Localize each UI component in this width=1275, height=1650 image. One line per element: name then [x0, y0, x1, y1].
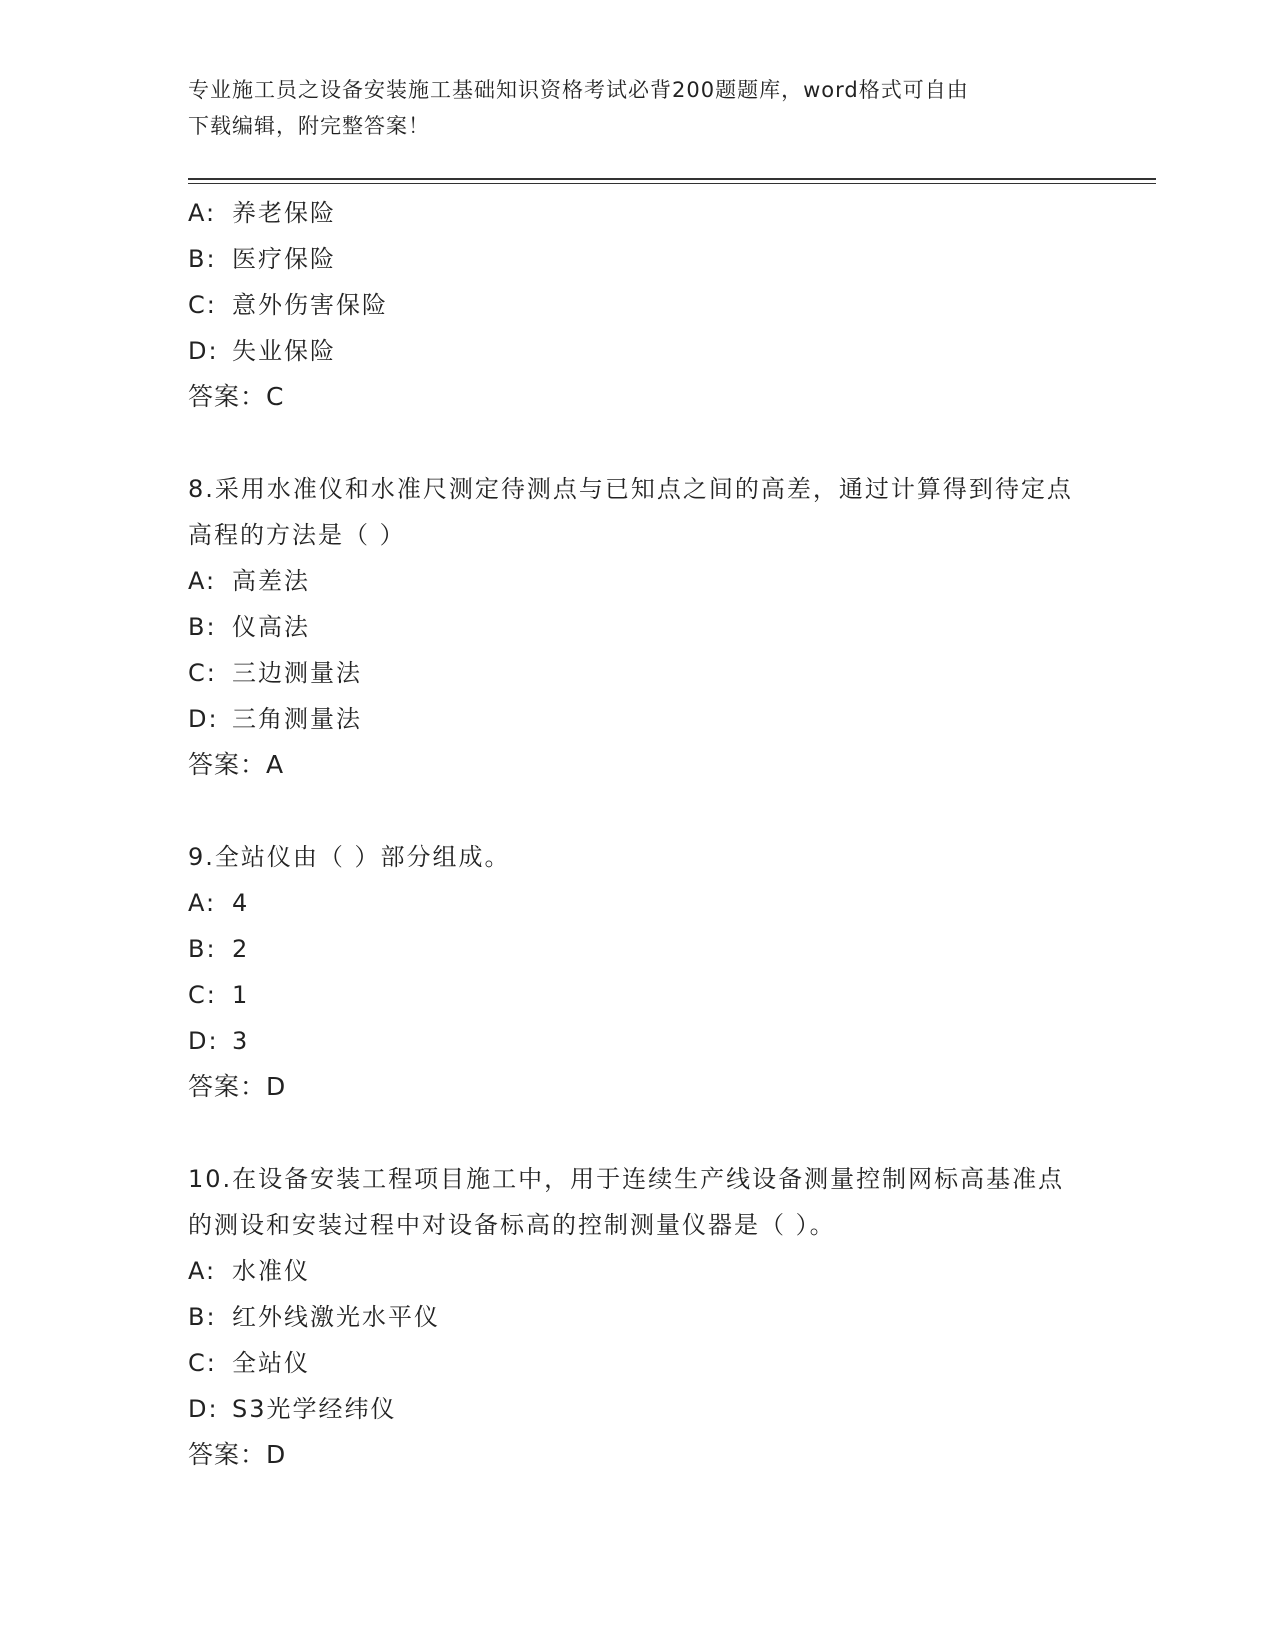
option-b: B: 仪高法 — [188, 613, 310, 641]
option-b: B: 红外线激光水平仪 — [188, 1303, 440, 1331]
question-block — [188, 1156, 1088, 1478]
option-a: A: 养老保险 — [188, 199, 336, 227]
answer-line: 答案：C — [188, 382, 285, 411]
header-divider-thick — [188, 178, 1156, 180]
option-c: C: 意外伤害保险 — [188, 291, 388, 319]
header-line-1: 专业施工员之设备安装施工基础知识资格考试必背200题题库，word格式可自由 — [188, 78, 969, 102]
answer-line: 答案：D — [188, 1072, 287, 1101]
question-stem: 9.全站仪由（ ）部分组成。 — [188, 843, 511, 871]
option-c: C: 三边测量法 — [188, 659, 362, 687]
option-b: B: 2 — [188, 935, 250, 963]
answer-line: 答案：D — [188, 1440, 287, 1469]
option-a: A: 4 — [188, 889, 250, 917]
header-line-2: 下载编辑，附完整答案！ — [188, 114, 430, 138]
answer-line: 答案：A — [188, 750, 285, 779]
option-d: D: 3 — [188, 1027, 250, 1055]
option-a: A: 水准仪 — [188, 1257, 310, 1285]
question-list — [188, 190, 1088, 1478]
header-divider-thin — [188, 183, 1156, 184]
question-stem: 10.在设备安装工程项目施工中，用于连续生产线设备测量控制网标高基准点的测设和安装过程中对设备标高的控制测量仪器是（ ）。 — [188, 1165, 1065, 1239]
question-block — [188, 190, 1088, 420]
option-c: C: 1 — [188, 981, 250, 1009]
question-stem: 8.采用水准仪和水准尺测定待测点与已知点之间的高差，通过计算得到待定点高程的方法是（ ） — [188, 475, 1073, 549]
option-d: D: 失业保险 — [188, 337, 336, 365]
option-d: D: 三角测量法 — [188, 705, 362, 733]
question-block — [188, 466, 1088, 788]
option-a: A: 高差法 — [188, 567, 310, 595]
option-b: B: 医疗保险 — [188, 245, 336, 273]
document-header — [188, 72, 1088, 144]
option-d: D: S3光学经纬仪 — [188, 1395, 397, 1423]
option-c: C: 全站仪 — [188, 1349, 310, 1377]
question-block — [188, 834, 1088, 1110]
